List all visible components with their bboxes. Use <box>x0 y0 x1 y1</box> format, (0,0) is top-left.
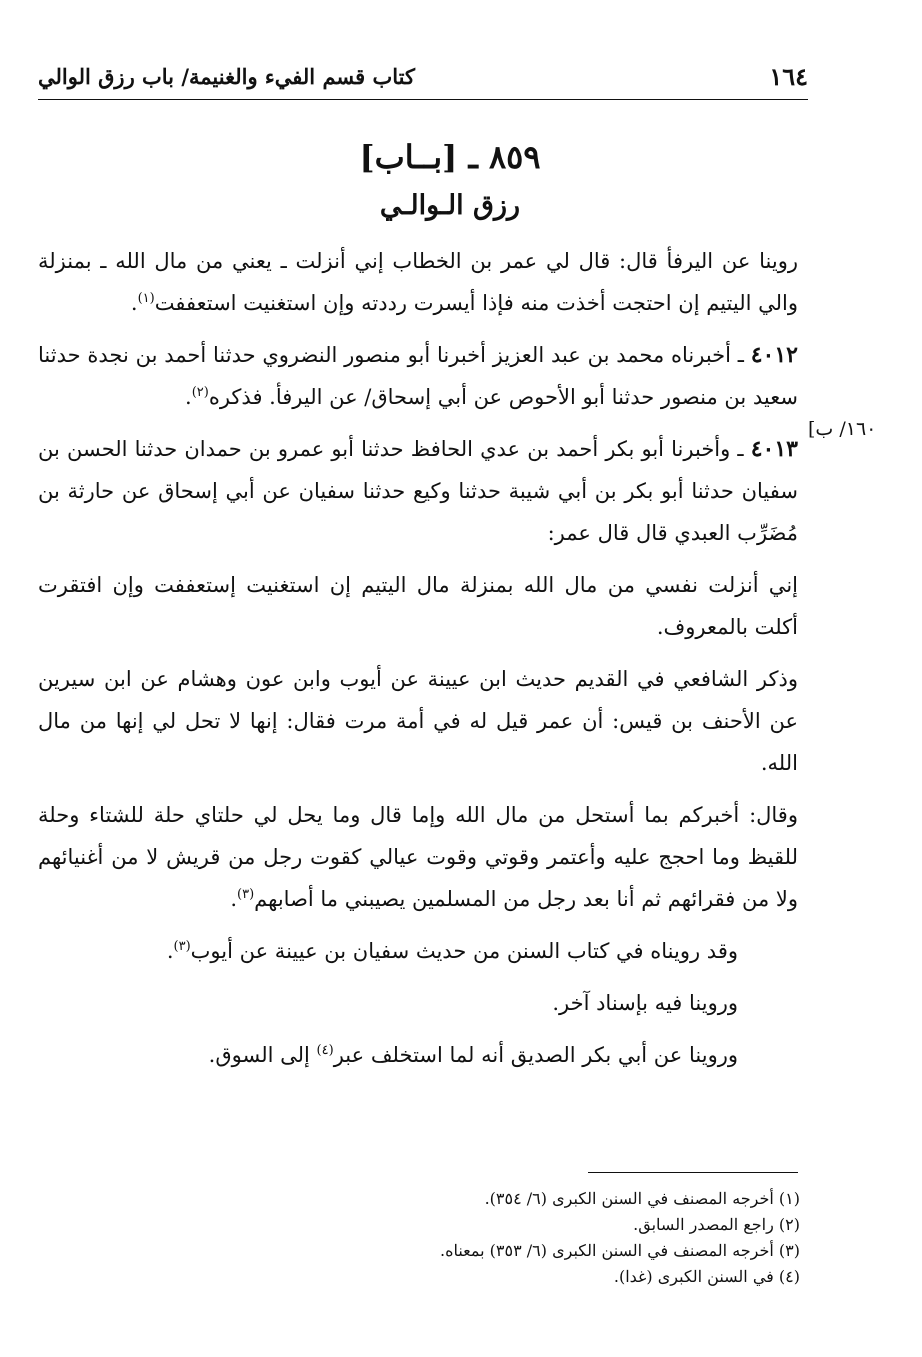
footnote-item: (٣) أخرجه المصنف في السنن الكبرى (٦/ ٣٥٣) بمعناه. <box>439 1241 800 1260</box>
hadith-number: ٤٠١٢ <box>750 342 798 368</box>
running-title: كتاب قسم الفيء والغنيمة/ باب رزق الوالي <box>38 64 416 89</box>
chapter-heading: ٨٥٩ ـ [بــاب] <box>359 138 541 176</box>
line-text: وروينا فيه بإسناد آخر. <box>552 991 738 1015</box>
footnote-divider <box>588 1172 798 1173</box>
line-tail: إلى السوق. <box>208 1043 317 1067</box>
line-tail: . <box>166 939 174 963</box>
indented-line <box>38 982 798 1024</box>
paragraph-text: إني أنزلت نفسي من مال الله بمنزلة مال اليتيم إن استغنيت إستعففت وإن افتقرت أكلت بالمعروف. <box>38 573 798 639</box>
paragraph-text: روينا عن اليرفأ قال: قال لي عمر بن الخطاب إني أنزلت ـ يعني من مال الله ـ بمنزلة والي اليتيم إن احتجت أخذت منه فإذا أيسرت رددته وإن استغنيت استعففت <box>38 249 798 315</box>
hadith-number: ٤٠١٣ <box>750 436 798 462</box>
paragraph <box>38 428 798 554</box>
paragraph <box>38 794 798 920</box>
paragraph-text: وقال: أخبركم بما أستحل من مال الله وإما قال وما يحل لي حلتاي حلة للشتاء وحلة للقيظ وما احجج عليه وأعتمر وقوتي وقوت عيالي كقوت رجل من قريش لا من أغنيائهم ولا من فقرائهم ثم أنا بعد رجل من المسلمين يصيبني ما أصابهم <box>38 803 798 911</box>
paragraph <box>38 564 798 648</box>
paragraph-text: ـ وأخبرنا أبو بكر أحمد بن عدي الحافظ حدثنا أبو عمرو بن حمدان حدثنا الحسن بن سفيان حدثنا أبو بكر بن أبي شيبة حدثنا وكيع حدثنا سفيان عن أبي إسحاق عن حارثة بن مُضَرِّب العبدي قال قال عمر: <box>38 437 798 545</box>
footnote-item: (٤) في السنن الكبرى (غدا). <box>613 1267 800 1286</box>
footnote-item: (٢) راجع المصدر السابق. <box>633 1215 800 1234</box>
paragraph <box>38 334 798 418</box>
indented-line <box>38 930 798 972</box>
indented-line <box>38 1034 798 1076</box>
line-text: وقد رويناه في كتاب السنن من حديث سفيان بن عيينة عن أيوب <box>190 939 738 963</box>
paragraph <box>38 658 798 784</box>
header-divider <box>38 99 808 100</box>
chapter-subtitle: رزق الـوالـي <box>379 190 521 221</box>
margin-folio-note: ١٦٠/ ب] <box>808 418 877 440</box>
footnotes <box>300 1186 800 1290</box>
footnote-ref: (٣) <box>237 887 255 902</box>
page-number: ١٦٤ <box>769 62 808 91</box>
page-header <box>38 58 808 98</box>
main-text <box>38 240 798 1086</box>
paragraph-text: ـ أخبرناه محمد بن عبد العزيز أخبرنا أبو منصور النضروي حدثنا أحمد بن نجدة حدثنا سعيد بن منصور حدثنا أبو الأحوص عن أبي إسحاق/ عن اليرفأ. فذكره <box>38 343 798 409</box>
paragraph-text: وذكر الشافعي في القديم حديث ابن عيينة عن أيوب وابن عون وهشام عن ابن سيرين عن الأحنف بن قيس: أن عمر قيل له في أمة مرت فقال: إنها لا تحل لي إنها من مال الله. <box>38 667 798 775</box>
footnote-item: (١) أخرجه المصنف في السنن الكبرى (٦/ ٣٥٤). <box>484 1189 800 1208</box>
footnote-ref: (١) <box>137 291 155 306</box>
paragraph <box>38 240 798 324</box>
footnote-ref: (٤) <box>316 1043 334 1058</box>
footnote-ref: (٢) <box>191 385 209 400</box>
paragraph-tail: . <box>230 887 238 911</box>
footnote-ref: (٣) <box>173 939 191 954</box>
paragraph-tail: . <box>130 291 138 315</box>
line-text: وروينا عن أبي بكر الصديق أنه لما استخلف عبر <box>333 1043 738 1067</box>
paragraph-tail: . <box>185 385 192 409</box>
